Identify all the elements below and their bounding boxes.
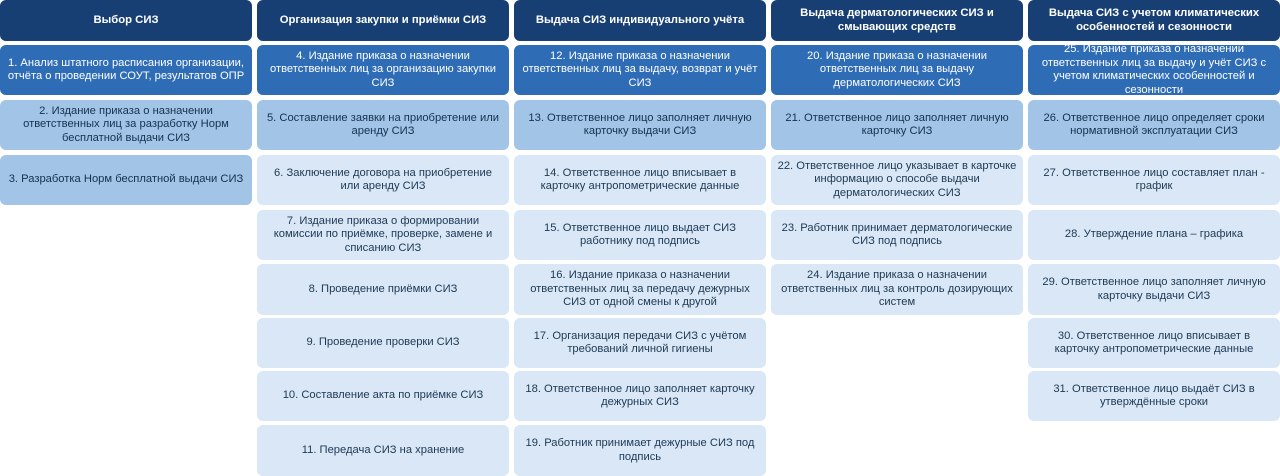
step-box: 30. Ответственное лицо вписывает в карточку антропометрические данные [1028, 318, 1280, 368]
step-box: 24. Издание приказа о назначении ответственных лиц за контроль дозирующих систем [771, 264, 1023, 315]
step-box: 14. Ответственное лицо вписывает в карточку антропометрические данные [514, 155, 766, 205]
column-header: Выдача СИЗ с учетом климатических особенностей и сезонности [1028, 0, 1280, 41]
column-header: Организация закупки и приёмки СИЗ [257, 0, 509, 41]
step-box: 26. Ответственное лицо определяет сроки нормативной эксплуатации СИЗ [1028, 100, 1280, 150]
step-box: 16. Издание приказа о назначении ответственных лиц за передачу дежурных СИЗ от одной смены к другой [514, 264, 766, 315]
step-box: 7. Издание приказа о формировании комиссии по приёмке, проверке, замене и списанию СИЗ [257, 210, 509, 260]
step-box: 17. Организация передачи СИЗ с учётом требований личной гигиены [514, 318, 766, 368]
step-box: 13. Ответственное лицо заполняет личную карточку выдачи СИЗ [514, 100, 766, 150]
column-header: Выбор СИЗ [0, 0, 252, 41]
step-box: 23. Работник принимает дерматологические СИЗ под подпись [771, 210, 1023, 260]
step-box: 20. Издание приказа о назначении ответственных лиц за выдачу дерматологических СИЗ [771, 45, 1023, 95]
step-box: 4. Издание приказа о назначении ответственных лиц за организацию закупки СИЗ [257, 45, 509, 95]
step-box: 3. Разработка Норм бесплатной выдачи СИЗ [0, 155, 252, 205]
step-box: 29. Ответственное лицо заполняет личную карточку выдачи СИЗ [1028, 264, 1280, 315]
step-box: 2. Издание приказа о назначении ответственных лиц за разработку Норм бесплатной выдачи СИЗ [0, 100, 252, 150]
step-box: 22. Ответственное лицо указывает в карточке информацию о способе выдачи дерматологических СИЗ [771, 155, 1023, 205]
step-box: 27. Ответственное лицо составляет план - график [1028, 155, 1280, 205]
step-box: 8. Проведение приёмки СИЗ [257, 264, 509, 315]
column-header: Выдача СИЗ индивидуального учёта [514, 0, 766, 41]
step-box: 11. Передача СИЗ на хранение [257, 425, 509, 476]
step-box: 15. Ответственное лицо выдает СИЗ работнику под подпись [514, 210, 766, 260]
step-box: 21. Ответственное лицо заполняет личную карточку СИЗ [771, 100, 1023, 150]
step-box: 9. Проведение проверки СИЗ [257, 318, 509, 368]
step-box: 18. Ответственное лицо заполняет карточку дежурных СИЗ [514, 371, 766, 421]
column-header: Выдача дерматологических СИЗ и смывающих средств [771, 0, 1023, 41]
step-box: 19. Работник принимает дежурные СИЗ под подпись [514, 425, 766, 476]
step-box: 12. Издание приказа о назначении ответственных лиц за выдачу, возврат и учёт СИЗ [514, 45, 766, 95]
step-box: 10. Составление акта по приёмке СИЗ [257, 371, 509, 421]
step-box: 1. Анализ штатного расписания организации, отчёта о проведении СОУТ, результатов ОПР [0, 45, 252, 95]
step-box: 5. Составление заявки на приобретение или аренду СИЗ [257, 100, 509, 150]
step-box: 28. Утверждение плана – графика [1028, 210, 1280, 260]
step-box: 25. Издание приказа о назначении ответственных лиц за выдачу и учёт СИЗ с учетом климатических особенностей и сезонности [1028, 45, 1280, 95]
step-box: 6. Заключение договора на приобретение или аренду СИЗ [257, 155, 509, 205]
step-box: 31. Ответственное лицо выдаёт СИЗ в утверждённые сроки [1028, 371, 1280, 421]
